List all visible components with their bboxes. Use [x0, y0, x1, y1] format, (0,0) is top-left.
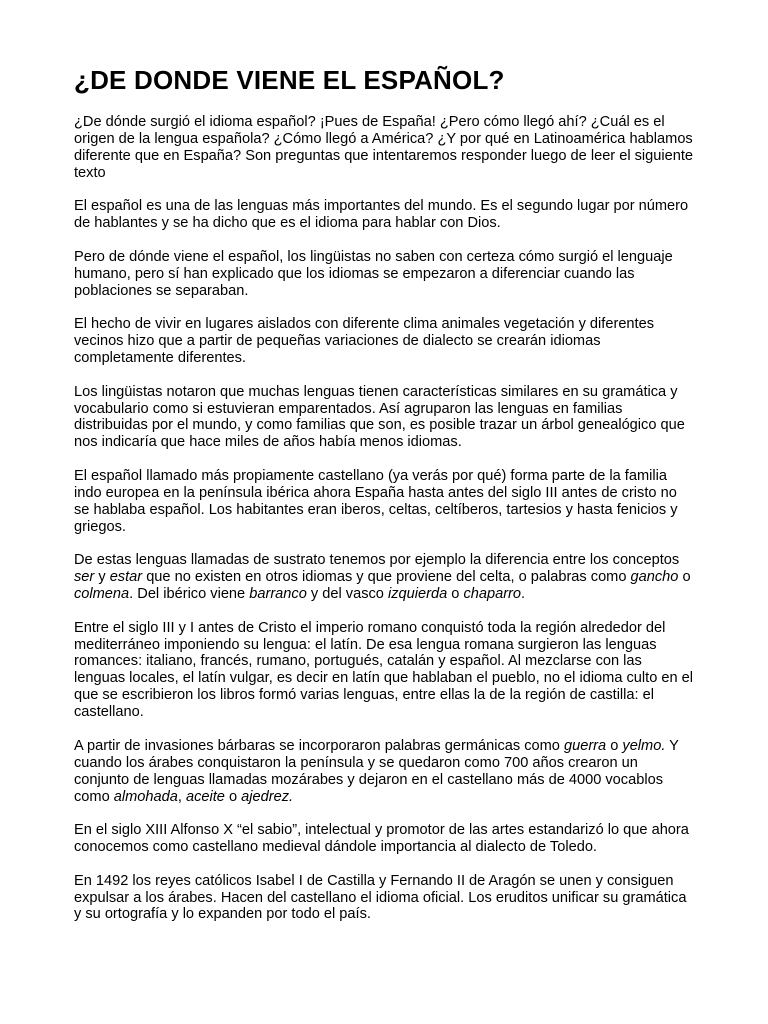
text-segment: ¿De dónde surgió el idioma español? ¡Pues de España! ¿Pero cómo llegó ahí? ¿Cuál es el origen de la lengua española? ¿Cómo llegó a América? ¿Y por qué en Latinoamérica hablamos diferente que en España? Son preguntas que intentaremos responder luego de leer el siguiente texto [74, 114, 694, 181]
paragraph [74, 316, 694, 367]
paragraph [74, 114, 694, 182]
text-segment: En el siglo XIII Alfonso X “el sabio”, intelectual y promotor de las artes estandarizó lo que ahora conocemos como castellano medieval dándole importancia al dialecto de Toledo. [74, 822, 689, 855]
text-segment: Y cuando los árabes conquistaron la península y se quedaron como 700 años crearon un conjunto de lenguas llamadas mozárabes y dejaron en el castellano más de 4000 vocablos como [74, 737, 679, 805]
text-segment: De estas lenguas llamadas de sustrato tenemos por ejemplo la diferencia entre los conceptos [74, 552, 680, 569]
text-segment: o [224, 788, 242, 805]
document-title: ¿DE DONDE VIENE EL ESPAÑOL? [74, 65, 505, 95]
text-segment: y [94, 569, 110, 586]
text-segment: Pero de dónde viene el español, los lingüistas no saben con certeza cómo surgió el lenguaje humano, pero sí han explicado que los idiomas se empezaron a diferenciar cuando las poblaciones se separaban. [74, 248, 673, 299]
paragraph [74, 552, 694, 603]
paragraph [74, 384, 694, 452]
text-segment: El español es una de las lenguas más importantes del mundo. Es el segundo lugar por número de hablantes y se ha dicho que es el idioma para hablar con Dios. [74, 198, 689, 232]
text-segment: o [447, 586, 464, 603]
italic-term: aceite [185, 788, 225, 805]
text-segment: , [177, 788, 186, 805]
text-segment: que no existen en otros idiomas y que proviene del celta, o palabras como [142, 569, 631, 586]
paragraph [74, 249, 694, 300]
italic-term: izquierda [387, 586, 448, 603]
text-segment: A partir de invasiones bárbaras se incorporaron palabras germánicas como [74, 737, 564, 754]
paragraph [74, 468, 694, 536]
italic-term: yelmo. [622, 737, 666, 754]
paragraph [74, 198, 694, 232]
paragraph [74, 738, 694, 806]
italic-term: estar [109, 569, 143, 586]
paragraph [74, 822, 694, 856]
text-segment: El español llamado más propiamente castellano (ya verás por qué) forma parte de la familia indo europea en la península ibérica ahora España hasta antes del siglo III antes de cristo no se hablaba español. Los habitantes eran iberos, celtas, celtíberos, tartesios y hasta fenicios y griegos. [74, 467, 678, 535]
document-body [74, 114, 694, 923]
italic-term: ser [74, 569, 95, 586]
text-segment: y del vasco [306, 586, 388, 603]
text-segment: . [521, 586, 526, 603]
italic-term: colmena [74, 586, 130, 603]
paragraph [74, 620, 694, 721]
italic-term: gancho [630, 569, 679, 586]
text-segment: o [606, 737, 623, 754]
text-segment: o [678, 569, 691, 586]
text-segment: Entre el siglo III y I antes de Cristo el imperio romano conquistó toda la región alrededor del mediterráneo imponiendo su lengua: el latín. De esa lengua romana surgieron las lenguas romances: italiano, francés, rumano, portugués, catalán y español. Al mezclarse con las lenguas locales, el latín vulgar, es decir en latín que hablaban el pueblo, no el idioma culto en el que se escribieron los libros formó varias lenguas, entre ellas la de la región de castilla: el castellano. [74, 619, 694, 721]
italic-term: barranco [249, 586, 307, 603]
text-segment: . Del ibérico viene [129, 586, 250, 603]
text-segment: En 1492 los reyes católicos Isabel I de Castilla y Fernando II de Aragón se unen y consiguen expulsar a los árabes. Hacen del castellano el idioma oficial. Los eruditos unificar su gramática y su ortografía y lo expanden por todo el país. [74, 872, 687, 923]
text-segment: El hecho de vivir en lugares aislados con diferente clima animales vegetación y diferentes vecinos hizo que a partir de pequeñas variaciones de dialecto se crearán idiomas completamente diferentes. [74, 316, 655, 367]
italic-term: chaparro [463, 586, 522, 603]
italic-term: almohada [113, 788, 178, 805]
italic-term: guerra [563, 737, 607, 754]
paragraph [74, 873, 694, 924]
italic-term: ajedrez. [241, 788, 294, 805]
text-segment: Los lingüistas notaron que muchas lenguas tienen características similares en su gramática y vocabulario como si estuvieran emparentados. Así agruparon las lenguas en familias distribuidas por el mundo, y como familias que son, es posible trazar un árbol genealógico que nos indicaría que hace miles de años había menos idiomas. [74, 383, 685, 451]
